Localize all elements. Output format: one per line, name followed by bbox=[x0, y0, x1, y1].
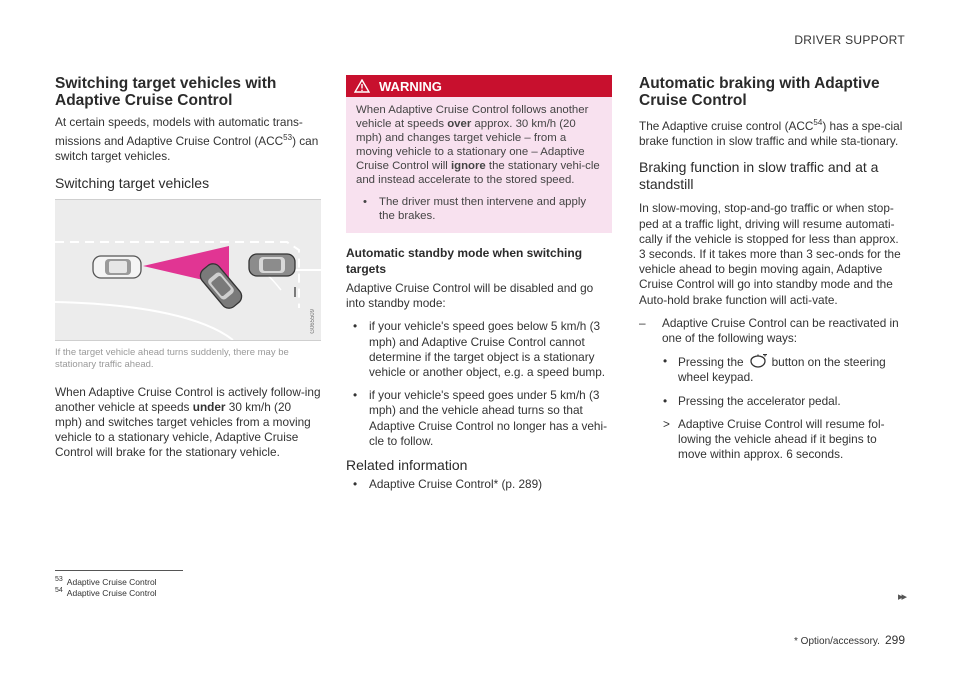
page-footer bbox=[794, 633, 905, 647]
warning-box bbox=[346, 75, 612, 233]
next-page-arrows[interactable]: ▸▸ bbox=[897, 591, 905, 603]
column-automatic-braking bbox=[639, 75, 905, 470]
illustration-target-switch bbox=[55, 199, 321, 341]
figure-id: G065509 bbox=[310, 308, 316, 334]
standby-intro: Adaptive Cruise Control will be disabled and go into standby mode: bbox=[346, 281, 594, 311]
standby-heading: Automatic standby mode when switching targets bbox=[346, 246, 583, 276]
step-dash: – bbox=[639, 315, 646, 330]
intro-paragraph: At certain speeds, models with automatic trans-missions and Adaptive Cruise Control (ACC$^{53}$) can switch target vehicles. bbox=[55, 115, 319, 164]
intro-paragraph: The Adaptive cruise control (ACC$^{54}$) has a spe-cial brake function in slow traffic and while sta-tionary. bbox=[639, 118, 903, 149]
footnote-53: $^{53}$ Adaptive Cruise Control bbox=[55, 576, 157, 587]
own-car bbox=[93, 256, 141, 278]
reactivation-options bbox=[639, 354, 905, 462]
subheading: Switching target vehicles bbox=[55, 174, 210, 191]
warning-bullet: • The driver must then intervene and apply the brakes. bbox=[363, 196, 587, 222]
stationary-car bbox=[249, 254, 295, 276]
footnote-ref-54[interactable]: 54 bbox=[813, 118, 823, 127]
resume-speed-icon bbox=[748, 354, 768, 370]
list-item: • Pressing the button on the steering wheel keypad. bbox=[663, 354, 886, 385]
result-item: > Adaptive Cruise Control will resume fol-lowing the vehicle ahead if it begins to move within approx. 6 seconds. bbox=[663, 416, 885, 462]
column-switching-targets bbox=[55, 75, 321, 469]
related-heading: Related information bbox=[346, 457, 468, 474]
running-header: DRIVER SUPPORT bbox=[794, 33, 905, 47]
turning-target-car bbox=[197, 260, 245, 311]
option-note: * Option/accessory. bbox=[794, 636, 880, 647]
list-item: • Pressing the accelerator pedal. bbox=[663, 393, 841, 408]
footnote-ref-53[interactable]: 53 bbox=[283, 133, 293, 143]
step-item: – Adaptive Cruise Control can be reactivated in one of the following ways: bbox=[639, 315, 899, 345]
warning-title: WARNING bbox=[379, 78, 442, 94]
footnote-rule bbox=[55, 570, 183, 571]
related-link[interactable]: • Adaptive Cruise Control* (p. 289) bbox=[353, 477, 543, 492]
column-warning bbox=[346, 75, 612, 500]
subheading: Braking function in slow traffic and at a standstill bbox=[639, 159, 879, 193]
body-paragraph: When Adaptive Cruise Control is actively follow-ing another vehicle at speeds under 30 km/h (20 mph) and switches target vehicles from a moving vehicle to a stationary vehicle, Adaptive Cruise Control will brake for the stationary vehicle. bbox=[55, 384, 321, 460]
section-heading: Switching target vehicles with Adaptive Cruise Control bbox=[55, 75, 277, 109]
page-number: 299 bbox=[884, 633, 905, 647]
warning-header bbox=[346, 75, 612, 97]
footnote-54: $^{54}$ Adaptive Cruise Control bbox=[55, 587, 157, 598]
list-item: • if your vehicle's speed goes under 5 km/h (3 mph) and the vehicle ahead turns so that Adaptive Cruise Control no longer has a vehi-cle to follow. bbox=[353, 388, 608, 448]
road-illustration bbox=[55, 200, 321, 340]
list-item: • if your vehicle's speed goes below 5 km/h (3 mph) and Adaptive Cruise Control cannot determine if the target object is a stationary vehicle or another object, e.g. a speed bump. bbox=[353, 319, 606, 380]
warning-text: When Adaptive Cruise Control follows another vehicle at speeds over approx. 30 km/h (20 mph) and changes target vehicle – from a moving vehicle to a stationary one – Adaptive Cruise Control will ignore the stationary vehi-cle and instead accelerate to the stored speed. bbox=[356, 104, 600, 186]
section-heading: Automatic braking with Adaptive Cruise Control bbox=[639, 75, 880, 109]
figure-caption: If the target vehicle ahead turns suddenly, there may be stationary traffic ahead. bbox=[55, 346, 289, 370]
body-paragraph: In slow-moving, stop-and-go traffic or when stop-ped at a traffic light, driving will resume automati-cally if the vehicle is stopped for less than approx. 3 seconds. If it takes more than 3 sec-onds for the vehicle ahead to begin moving again, Adaptive Cruise Control will go into standby mode and the Auto-hold brake function will acti-vate. bbox=[639, 201, 901, 307]
warning-triangle-icon bbox=[354, 79, 370, 93]
